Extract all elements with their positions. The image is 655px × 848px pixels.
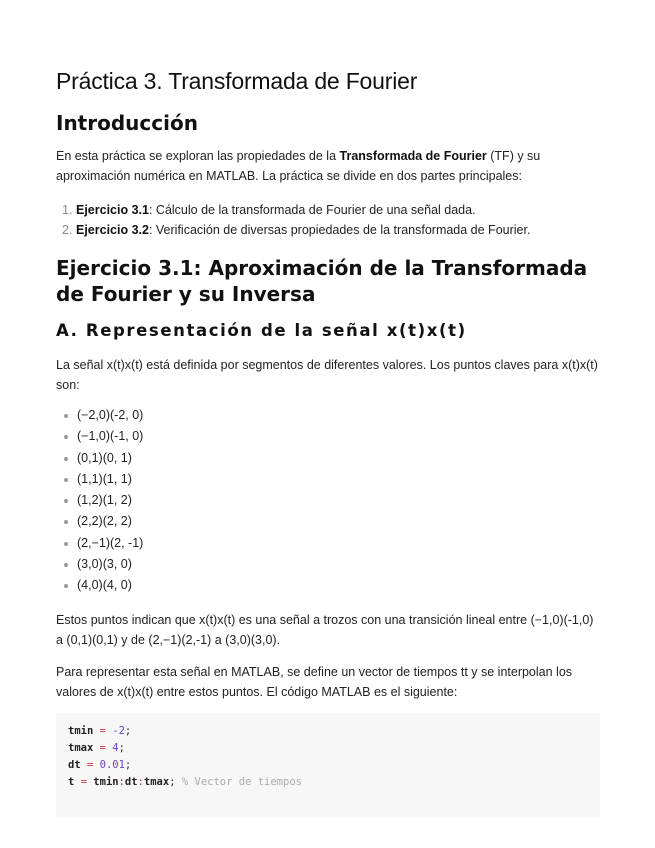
list-number: 1. — [62, 203, 73, 217]
code-line — [68, 774, 588, 791]
code-variable: t — [68, 776, 75, 788]
list-item: (−2,0)(-2, 0) — [56, 405, 143, 426]
exercise-heading: Ejercicio 3.1: Aproximación de la Transformada de Fourier y su Inversa — [56, 256, 588, 306]
list-item-text: : Cálculo de la transformada de Fourier de una señal dada. — [148, 203, 476, 217]
intro-text-2: (TF) y su aproximación numérica en MATLAB. La práctica se divide en dos partes principales: — [56, 149, 541, 183]
matlab-paragraph: Para representar esta señal en MATLAB, se define un vector de tiempos tt y se interpolan los valores de x(t)x(t) entre estos puntos. El código MATLAB es el siguiente: — [56, 665, 573, 699]
code-punct: ; — [169, 776, 182, 788]
code-variable: tmax — [68, 742, 94, 754]
code-punct: ; — [124, 725, 132, 737]
code-block — [56, 713, 600, 817]
code-punct: ; — [124, 759, 132, 771]
section-a-heading: A. Representación de la señal x(t)x(t) — [56, 321, 467, 340]
list-number: 2. — [62, 223, 73, 237]
code-number: 0.01 — [99, 759, 125, 771]
code-variable: tmin — [93, 776, 119, 788]
list-item-text: : Verificación de diversas propiedades de la transformada de Fourier. — [148, 223, 531, 237]
list-item-label: Ejercicio 3.1 — [76, 203, 149, 217]
intro-heading: Introducción — [56, 111, 198, 135]
code-operator: = — [93, 725, 113, 737]
parts-list — [56, 200, 601, 240]
code-operator: : — [118, 776, 125, 788]
list-item — [56, 220, 601, 240]
list-item — [56, 200, 601, 220]
list-item: (−1,0)(-1, 0) — [56, 426, 143, 447]
code-variable: dt — [68, 759, 81, 771]
code-punct: ; — [118, 742, 125, 754]
points-list — [56, 405, 143, 597]
points-paragraph: Estos puntos indican que x(t)x(t) es una señal a trozos con una transición lineal entre (−1,0)(-1,0) a (0,1)(0,1) y de (2,−1)(2,-1) a (3,0)(3,0). — [56, 613, 594, 647]
list-item: (3,0)(3, 0) — [56, 554, 143, 575]
list-item: (2,2)(2, 2) — [56, 511, 143, 532]
signal-paragraph: La señal x(t)x(t) está definida por segmentos de diferentes valores. Los puntos claves para x(t)x(t) son: — [56, 358, 598, 392]
code-variable: tmax — [143, 776, 170, 788]
code-variable: dt — [124, 776, 138, 788]
code-line — [68, 757, 588, 774]
code-line — [68, 723, 588, 740]
page-title: Práctica 3. Transformada de Fourier — [56, 68, 418, 94]
code-variable: tmin — [68, 725, 94, 737]
code-operator: = — [74, 776, 94, 788]
code-comment: % Vector de tiempos — [181, 776, 302, 788]
intro-bold-term: Transformada de Fourier — [339, 149, 487, 163]
list-item: (0,1)(0, 1) — [56, 448, 143, 469]
list-item: (4,0)(4, 0) — [56, 575, 143, 596]
code-operator: = — [93, 742, 113, 754]
list-item: (1,2)(1, 2) — [56, 490, 143, 511]
code-line — [68, 740, 588, 757]
code-operator: = — [80, 759, 100, 771]
list-item: (1,1)(1, 1) — [56, 469, 143, 490]
code-operator: : — [137, 776, 144, 788]
code-number: -2 — [112, 725, 125, 737]
intro-text-1: En esta práctica se exploran las propiedades de la — [56, 149, 340, 163]
list-item-label: Ejercicio 3.2 — [76, 223, 149, 237]
intro-paragraph — [56, 146, 601, 186]
list-item: (2,−1)(2, -1) — [56, 533, 143, 554]
code-number: 4 — [112, 742, 119, 754]
